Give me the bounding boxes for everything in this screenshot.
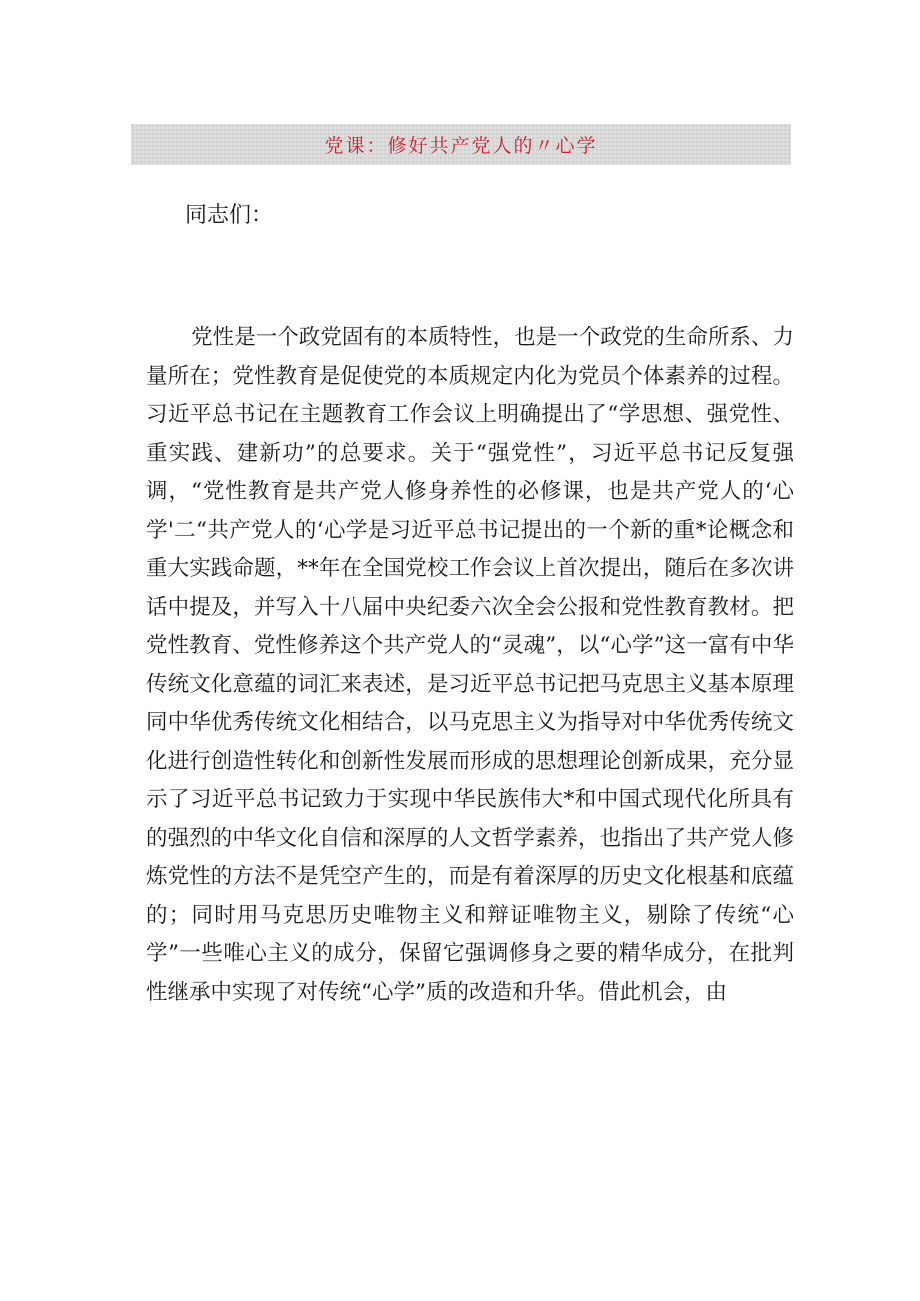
document-title: 党课：修好共产党人的〃心学 [324,135,598,157]
title-banner [131,124,791,165]
body-paragraph: 党性是一个政党固有的本质特性，也是一个政党的生命所系、力量所在；党性教育是促使党的本质规定内化为党员个体素养的过程。习近平总书记在主题教育工作会议上明确提出了“学思想、强党性、重实践、建新功”的总要求。关于“强党性”，习近平总书记反复强调，“党性教育是共产党人修身养性的必修课，也是共产党人的‘心学'二“共产党人的‘心学是习近平总书记提出的一个新的重*论概念和重大实践命题，**年在全国党校工作会议上首次提出，随后在多次讲话中提及，并写入十八届中央纪委六次全会公报和党性教育教材。把党性教育、党性修养这个共产党人的“灵魂”，以“心学”这一富有中华传统文化意蕴的词汇来表述，是习近平总书记把马克思主义基本原理同中华优秀传统文化相结合，以马克思主义为指导对中华优秀传统文化进行创造性转化和创新性发展而形成的思想理论创新成果，充分显示了习近平总书记致力于实现中华民族伟大*和中国式现代化所具有的强烈的中华文化自信和深厚的人文哲学素养，也指出了共产党人修炼党性的方法不是凭空产生的，而是有着深厚的历史文化根基和底蕴的；同时用马克思历史唯物主义和辩证唯物主义，剔除了传统“心学”一些唯心主义的成分，保留它强调修身之要的精华成分，在批判性继承中实现了对传统“心学”质的改造和升华。借此机会，由 [146,325,795,1005]
salutation: 同志们： [185,203,274,228]
